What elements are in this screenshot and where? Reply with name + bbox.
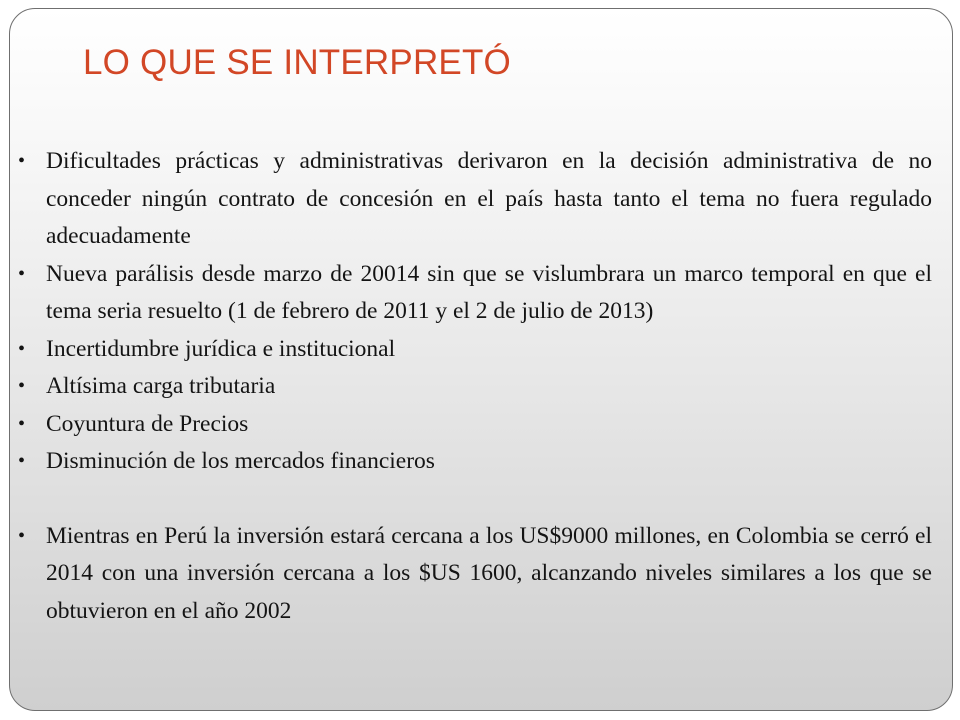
bullet-text: Mientras en Perú la inversión estará cercana a los US$9000 millones, en Colombia se cerró el 2014 con una inversión cercana a los $US 1600, alcanzando niveles similares a los que se obtuvieron en el año 2002 — [46, 522, 932, 624]
bullet-item — [18, 518, 932, 631]
bullet-item — [18, 368, 932, 406]
bullet-list — [18, 143, 932, 630]
bullet-item — [18, 143, 932, 256]
slide-title: LO QUE SE INTERPRETÓ — [83, 43, 511, 82]
bullet-text: Altísima carga tributaria — [46, 373, 276, 399]
bullet-item — [18, 406, 932, 444]
bullet-dot-icon: • — [18, 375, 26, 397]
bullet-text: Dificultades prácticas y administrativas derivaron en la decisión administrativa de no conceder ningún contrato de concesión en el país hasta tanto el tema no fuera regulado adecuadamente — [46, 148, 932, 249]
bullet-dot-icon: • — [18, 337, 26, 360]
bullet-text: Nueva parálisis desde marzo de 20014 sin que se vislumbrara un marco temporal en que el tema seria resuelto (1 de febrero de 2011 y el 2 de julio de 2013) — [46, 260, 932, 324]
bullet-text: Disminución de los mercados financieros — [46, 448, 435, 474]
bullet-text: Coyuntura de Precios — [46, 410, 249, 437]
bullet-item — [18, 331, 932, 369]
bullet-text: Incertidumbre jurídica e institucional — [46, 335, 396, 362]
bullet-item — [18, 256, 932, 331]
bullet-dot-icon: • — [18, 262, 26, 285]
bullet-dot-icon: • — [18, 412, 26, 435]
slide-frame — [9, 8, 953, 711]
bullet-dot-icon: • — [18, 150, 26, 172]
bullet-item — [18, 443, 932, 481]
bullet-dot-icon: • — [18, 524, 26, 547]
bullet-dot-icon: • — [18, 450, 26, 472]
